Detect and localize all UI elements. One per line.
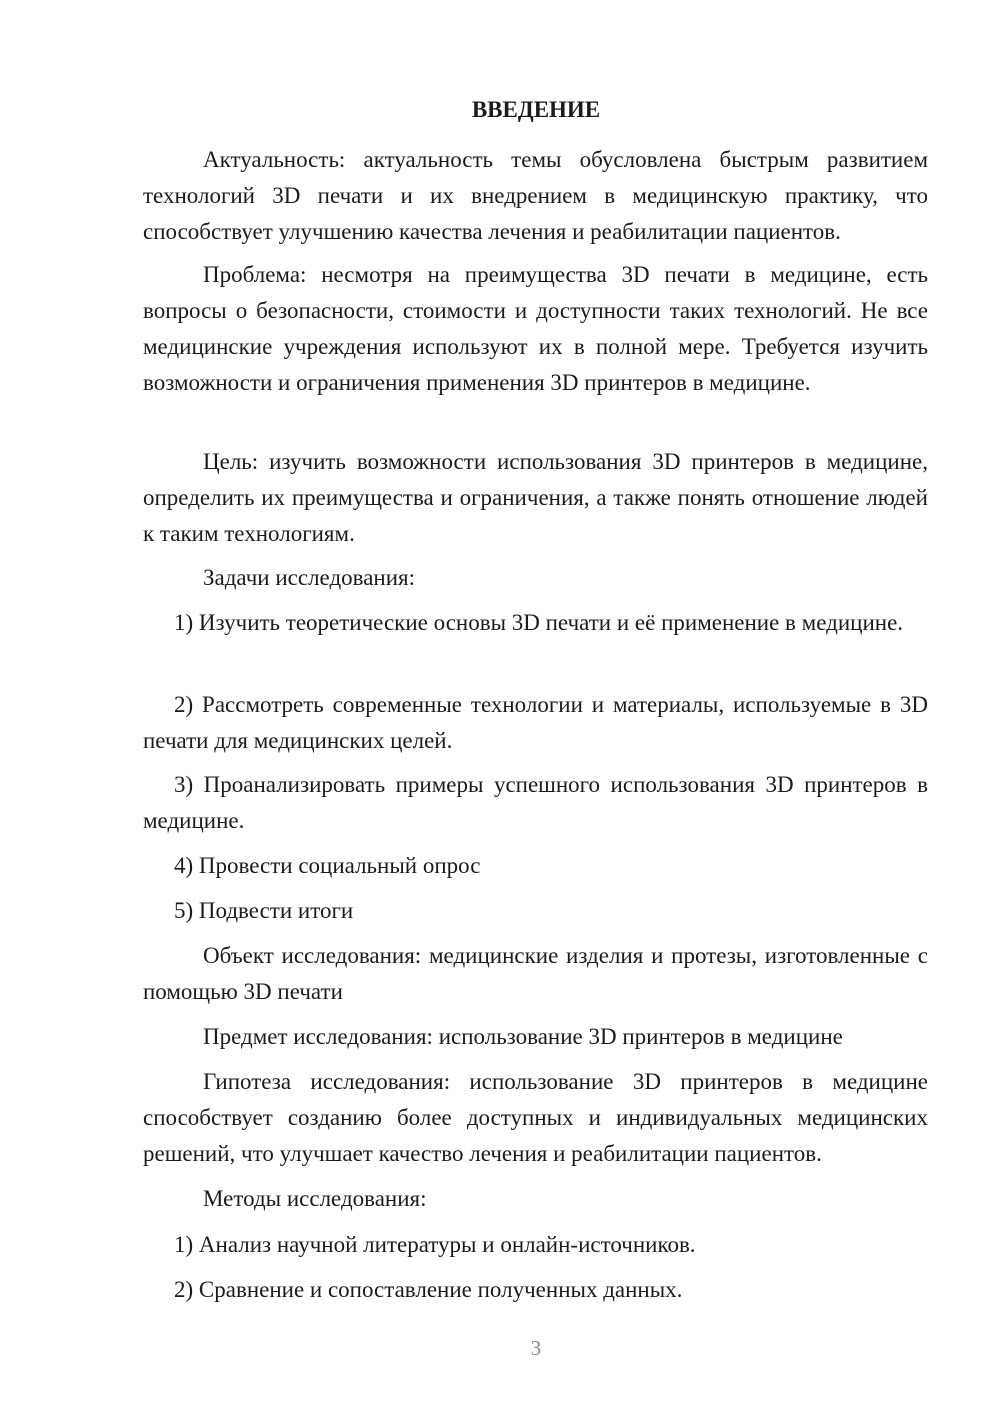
task-item-2: 2) Рассмотреть современные технологии и материалы, используемые в 3D печати для медицинских целей. <box>143 692 928 753</box>
task-item-1: 1) Изучить теоретические основы 3D печати и её применение в медицине. <box>174 610 904 635</box>
method-item-2: 2) Сравнение и сопоставление полученных данных. <box>174 1277 683 1302</box>
page-number: 3 <box>530 1336 542 1360</box>
paragraph-relevance: Актуальность: актуальность темы обусловлена быстрым развитием технологий 3D печати и их внедрением в медицинскую практику, что способствует улучшению качества лечения и реабилитации пациентов. <box>143 147 928 244</box>
methods-heading: Методы исследования: <box>203 1186 427 1211</box>
task-item-3: 3) Проанализировать примеры успешного использования 3D принтеров в медицине. <box>143 772 928 833</box>
task-item-4: 4) Провести социальный опрос <box>174 853 481 878</box>
tasks-heading: Задачи исследования: <box>203 565 416 590</box>
method-item-1: 1) Анализ научной литературы и онлайн-источников. <box>174 1232 696 1257</box>
paragraph-object: Объект исследования: медицинские изделия и протезы, изготовленные с помощью 3D печати <box>143 943 928 1004</box>
paragraph-problem: Проблема: несмотря на преимущества 3D печати в медицине, есть вопросы о безопасности, стоимости и доступности таких технологий. Не все медицинские учреждения используют их в полной мере. Требуется изучить возможности и ограничения применения 3D принтеров в медицине. <box>143 262 928 395</box>
paragraph-hypothesis: Гипотеза исследования: использование 3D принтеров в медицине способствует созданию более доступных и индивидуальных медицинских решений, что улучшает качество лечения и реабилитации пациентов. <box>143 1069 928 1166</box>
paragraph-goal: Цель: изучить возможности использования 3D принтеров в медицине, определить их преимущества и ограничения, а также понять отношение людей к таким технологиям. <box>143 449 928 546</box>
paragraph-subject: Предмет исследования: использование 3D принтеров в медицине <box>203 1024 843 1049</box>
task-item-5: 5) Подвести итоги <box>174 898 354 923</box>
page-title: ВВЕДЕНИЕ <box>471 97 601 122</box>
